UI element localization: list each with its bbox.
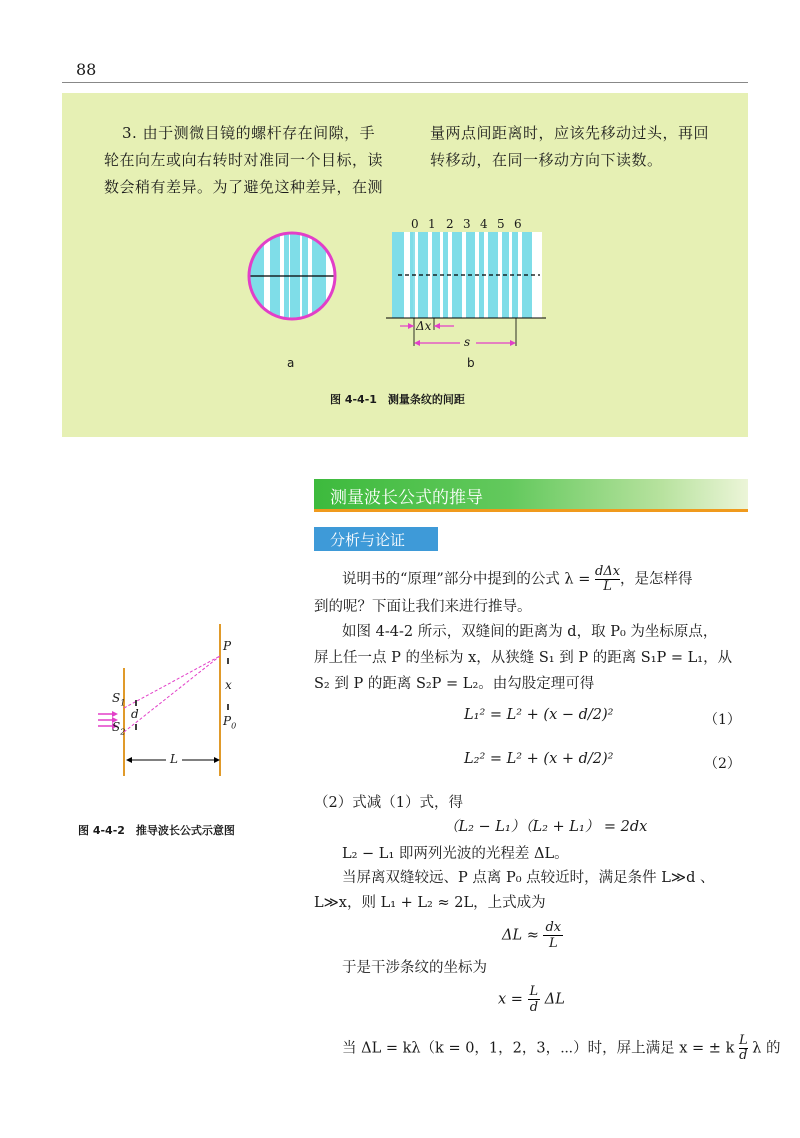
figure-4-4-2-caption: 图 4-4-2 推导波长公式示意图 (78, 824, 235, 837)
fringe-scale-figure (380, 214, 560, 354)
delta-x-label: Δx (416, 319, 432, 333)
subsection-heading (314, 527, 438, 551)
figure-4-4-1-caption: 图 4-4-1 测量条纹的间距 (330, 393, 465, 406)
scale-tick-5: 5 (497, 217, 505, 231)
point-P-label: P (223, 639, 232, 653)
page-number: 88 (76, 60, 97, 79)
note-line-4: 量两点间距离时，应该先移动过头，再回 (430, 124, 710, 142)
paragraph-5-line-1: 当屏离双缝较远、P 点离 P₀ 点较近时，满足条件 L≫d 、 (342, 870, 715, 886)
origin-P0-label: $P_0$ (223, 714, 237, 731)
eyepiece-view-figure (246, 230, 342, 326)
figure-a-label: a (287, 356, 295, 370)
scale-tick-2: 2 (446, 217, 454, 231)
note-line-2: 轮在向左或向右转时对准同一个目标，读 (104, 151, 384, 169)
coordinate-x-label: x (225, 678, 232, 692)
figure-b-label: b (467, 356, 475, 370)
equation-4: ΔL ≈ $\frac{dx}{L}$ (502, 920, 562, 951)
note-line-3: 数会稍有差异。为了避免这种差异，在测 (104, 178, 384, 196)
s-label: s (464, 335, 471, 349)
note-line-1: 3. 由于测微目镜的螺杆存在间隙，手 (122, 124, 376, 142)
equation-1: L₁² = L² + (x − d/2)² (464, 707, 614, 723)
paragraph-2-line-1: 如图 4-4-2 所示，双缝间的距离为 d，取 P₀ 为坐标原点， (342, 624, 718, 640)
equation-3: （L₂ − L₁）（L₂ + L₁） = 2dx (444, 819, 648, 835)
header-rule (62, 82, 748, 83)
paragraph-2-line-3: S₂ 到 P 的距离 S₂P = L₂。由勾股定理可得 (314, 676, 595, 692)
subsection-title: 分析与论证 (330, 531, 406, 549)
scale-tick-3: 3 (463, 217, 471, 231)
paragraph-1-line-2: 到的呢？下面让我们来进行推导。 (314, 599, 532, 615)
paragraph-3: （2）式减（1）式，得 (314, 795, 463, 811)
equation-5: x = $\frac{L}{d}$ ΔL (498, 984, 565, 1015)
scale-tick-4: 4 (480, 217, 488, 231)
paragraph-5-line-2: L≫x，则 L₁ + L₂ ≈ 2L，上式成为 (314, 895, 546, 911)
paragraph-7: 当 ΔL = kλ（k = 0，1，2，3，⋯）时，屏上满足 x = ± k $\frac{L}{d}$ λ 的 (342, 1033, 781, 1063)
paragraph-2-line-2: 屏上任一点 P 的坐标为 x，从狭缝 S₁ 到 P 的距离 S₁P = L₁，从 (314, 650, 733, 666)
section-heading (314, 479, 748, 509)
scale-tick-6: 6 (514, 217, 522, 231)
scale-tick-1: 1 (428, 217, 436, 231)
equation-2-number: （2） (704, 756, 741, 772)
slit-S1-label: $S_1$ (112, 691, 126, 708)
equation-1-number: （1） (704, 712, 741, 728)
equation-2: L₂² = L² + (x + d/2)² (464, 751, 614, 767)
slit-distance-d-label: d (131, 707, 139, 721)
paragraph-1-line-1: 说明书的“原理”部分中提到的公式 λ = dΔx L ，是怎样得 (342, 564, 693, 594)
formula-denominator: L (603, 579, 612, 594)
paragraph-4: L₂ − L₁ 即两列光波的光程差 ΔL。 (342, 846, 569, 862)
paragraph-6: 于是干涉条纹的坐标为 (342, 960, 487, 976)
note-line-5: 转移动，在同一移动方向下读数。 (430, 151, 663, 169)
formula-numerator: dΔx (595, 564, 621, 579)
slit-S2-label: $S_2$ (112, 720, 126, 737)
section-heading-rule (314, 509, 748, 512)
distance-L-label: L (170, 752, 178, 766)
section-title: 测量波长公式的推导 (330, 488, 483, 508)
scale-tick-0: 0 (411, 217, 419, 231)
